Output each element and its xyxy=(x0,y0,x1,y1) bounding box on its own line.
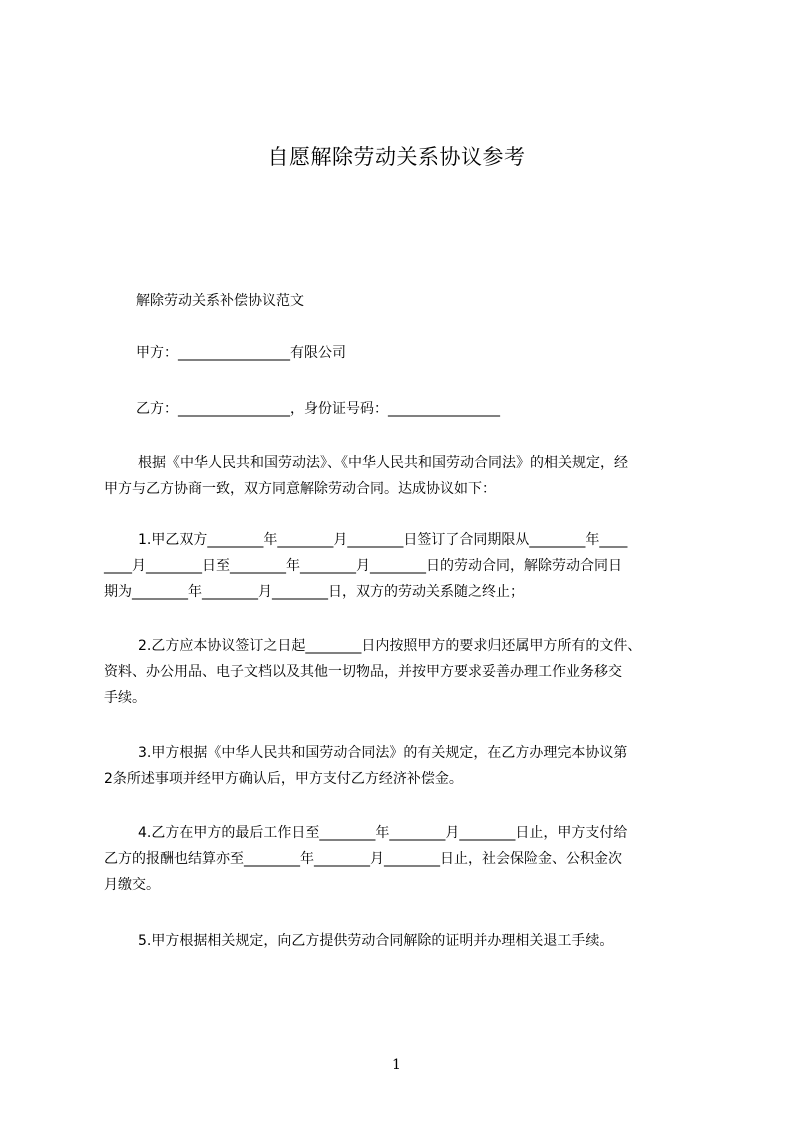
party-a-line: 甲方：________________有限公司 xyxy=(136,345,346,361)
clause-1-line-2: ____月________日至________年________月________日的劳动合同，解除劳动合同日 xyxy=(104,558,622,574)
preamble-line-1: 根据《中华人民共和国劳动法》、《中华人民共和国劳动合同法》的相关规定，经 xyxy=(138,455,628,471)
page-number: 1 xyxy=(392,1057,401,1073)
clause-4-line-3: 月缴交。 xyxy=(104,877,160,893)
clause-2-line-1: 2.乙方应本协议签订之日起________日内按照甲方的要求归还属甲方所有的文件、 xyxy=(138,638,642,654)
clause-4-paragraph xyxy=(104,820,704,898)
preamble-paragraph xyxy=(104,450,704,502)
clause-2-line-2: 资料、办公用品、电子文档以及其他一切物品，并按甲方要求妥善办理工作业务移交 xyxy=(104,664,622,680)
clause-1-paragraph xyxy=(104,527,704,605)
clause-2-line-3: 手续。 xyxy=(104,690,146,706)
party-b-line: 乙方：________________，身份证号码：________________ xyxy=(136,401,500,417)
clause-2-paragraph xyxy=(104,633,704,711)
clause-5-line-1: 5.甲方根据相关规定，向乙方提供劳动合同解除的证明并办理相关退工手续。 xyxy=(138,933,614,949)
document-title: 自愿解除劳动关系协议参考 xyxy=(267,145,526,169)
clause-4-line-1: 4.乙方在甲方的最后工作日至________年________月________日止，甲方支付给 xyxy=(138,825,628,841)
clause-3-line-2: 2条所述事项并经甲方确认后，甲方支付乙方经济补偿金。 xyxy=(104,771,463,787)
clause-3-line-1: 3.甲方根据《中华人民共和国劳动合同法》的有关规定，在乙方办理完本协议第 xyxy=(138,745,628,761)
clause-3-paragraph xyxy=(104,740,704,792)
preamble-line-2: 甲方与乙方协商一致，双方同意解除劳动合同。达成协议如下： xyxy=(104,481,496,497)
clause-4-line-2: 乙方的报酬也结算亦至________年________月________日止，社会保险金、公积金次 xyxy=(104,851,622,867)
clause-1-line-1: 1.甲乙双方________年________月________日签订了合同期限从________年____ xyxy=(138,532,628,548)
clause-1-line-3: 期为________年________月________日，双方的劳动关系随之终止； xyxy=(104,584,524,600)
document-subtitle: 解除劳动关系补偿协议范文 xyxy=(136,293,304,309)
clause-5-paragraph xyxy=(104,928,704,954)
